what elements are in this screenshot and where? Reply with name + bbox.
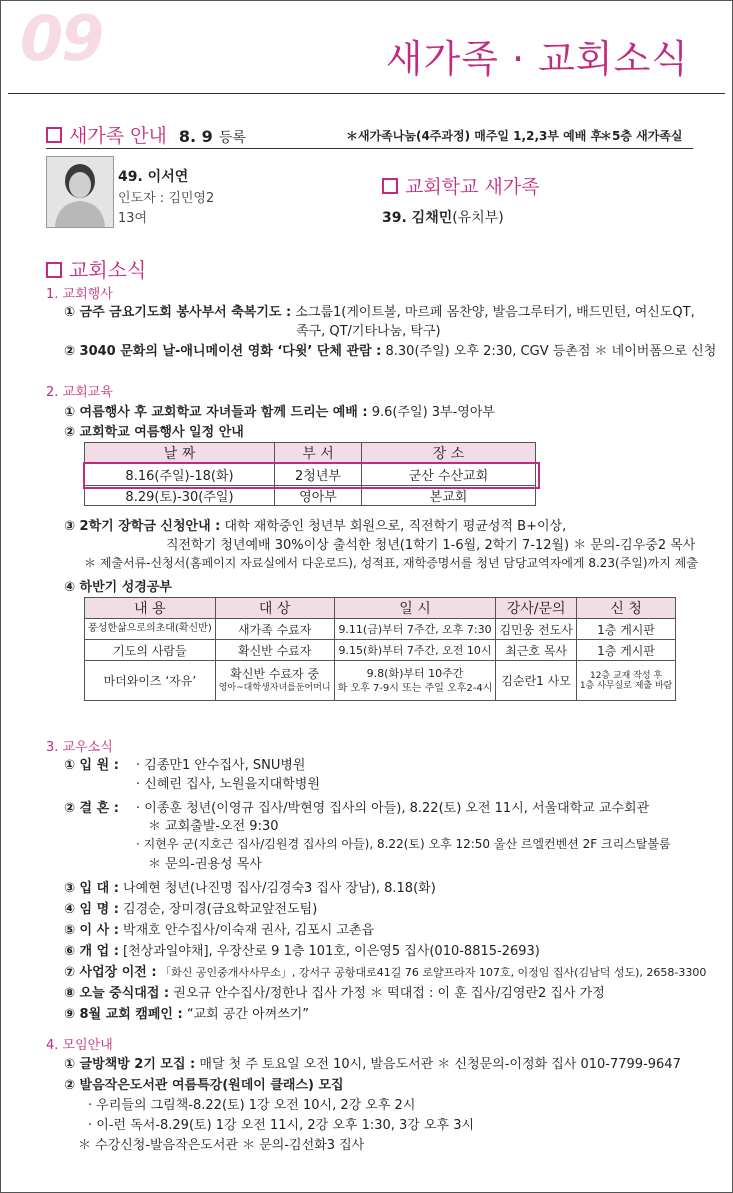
scholarship-note: ＊ 제출서류-신청서(홈페이지 자료실에서 다운로드), 성적표, 재학증명서를 청년 담당교역자에게 8.23(주일)까지 제출 (84, 556, 698, 570)
table-header: 장 소 (362, 443, 536, 464)
new-family-date-suffix: 등록 (218, 130, 246, 146)
member-news-title: 3. 교우소식 (46, 740, 113, 755)
move-item: ⑤ 이 사 : 박재호 안수집사/이숙재 권사, 김포시 고촌읍 (64, 923, 375, 938)
table-row: 8.29(토)-30(주일) 영아부 본교회 (85, 486, 536, 506)
church-education-title: 2. 교회교육 (46, 385, 113, 400)
scholarship-item: ③ 2학기 장학금 신청안내 : 대학 재학중인 청년부 회원으로, 직전학기 평균성적 B+이상, (64, 519, 567, 534)
table-header: 날 짜 (85, 443, 275, 464)
wedding-label: ② 결 혼 : (64, 801, 119, 816)
new-family-note-1: ＊새가족나눔(4주과정) 매주일 1,2,3부 예배 후 (346, 129, 603, 143)
library-class-entry: · 우리들의 그림책-8.22(토) 1강 오전 10시, 2강 오후 2시 (88, 1098, 416, 1113)
friday-prayer-item-cont: 족구, QT/기타나눔, 탁구) (296, 324, 441, 339)
square-bullet-icon (382, 178, 398, 194)
library-class-entry: · 이-런 독서-8.29(토) 1강 오전 11시, 2강 오후 1:30, 3강 오후 3시 (88, 1118, 475, 1133)
hospital-entry: · 신혜린 집사, 노원을지대학병원 (136, 777, 320, 792)
member-guide: 인도자 : 김민영2 (118, 191, 215, 206)
person-icon (47, 157, 113, 227)
summer-worship-item: ① 여름행사 후 교회학교 자녀들과 함께 드리는 예배 : 9.6(주일) 3부-영아부 (64, 405, 495, 420)
lunch-item: ⑧ 오늘 중식대접 : 권오규 안수집사/정한나 집사 가정 ＊ 떡대접 : 이 훈 집사/김영란2 집사 가정 (64, 986, 605, 1001)
library-class-item: ② 발음작은도서관 여름특강(원데이 클래스) 모집 (64, 1078, 344, 1093)
table-row: 풍성한삶으로의초대(확신반) 새가족 수료자 9.11(금)부터 7주간, 오후 7:30 김민웅 전도사 1층 게시판 (85, 619, 676, 640)
hospital-entry: · 김종만1 안수집사, SNU병원 (136, 758, 306, 773)
opening-item: ⑥ 개 업 : [천상과일야채], 우장산로 9 1층 101호, 이은영5 집사(010-8815-2693) (64, 944, 540, 959)
meetings-title: 4. 모임안내 (46, 1038, 113, 1053)
school-new-family-entry: 39. 김채민(유치부) (382, 210, 504, 226)
relocation-item: ⑦ 사업장 이전 : 「화신 공인중개사사무소」, 강서구 공항대로41길 76 로얄프라자 107호, 이정임 집사(김남덕 성도), 2658-3300 (64, 965, 707, 980)
new-family-date: 8. 9 (178, 127, 213, 146)
book-club-item: ① 글방책방 2기 모집 : 매달 첫 주 토요일 오전 10시, 발음도서관 ＊ 신청문의-이정화 집사 010-7799-9647 (64, 1057, 681, 1072)
table-header: 대 상 (215, 598, 334, 619)
wedding-entry: · 이종훈 청년(이영규 집사/박현영 집사의 아들), 8.22(토) 오전 11시, 서울대학교 교수회관 (136, 801, 650, 816)
square-bullet-icon (46, 127, 62, 143)
culture-day-item: ② 3040 문화의 날-애니메이션 영화 ‘다윗’ 단체 관람 : 8.30(주일) 오후 2:30, CGV 등촌점 ＊ 네이버폼으로 신청 (64, 344, 717, 359)
church-news-heading: 교회소식 (46, 254, 146, 283)
campaign-item: ⑨ 8월 교회 캠페인 : “교회 공간 아껴쓰기” (64, 1007, 310, 1022)
wedding-note: ＊ 교회출발-오전 9:30 (148, 819, 279, 834)
wedding-entry: · 지현우 군(지호근 집사/김원경 집사의 아들), 8.22(토) 오후 12:50 울산 르엘컨벤션 2F 크리스탈볼룸 (136, 837, 671, 851)
member-age: 13여 (118, 211, 148, 226)
square-bullet-icon (46, 262, 62, 278)
member-photo (46, 156, 114, 228)
section-divider (46, 148, 693, 149)
table-header: 일 시 (334, 598, 496, 619)
scholarship-item-cont: 직전학기 청년예배 30%이상 출석한 청년(1학기 1-6월, 2학기 7-12월) ＊ 문의-김우중2 목사 (166, 538, 696, 553)
table-header: 신 청 (576, 598, 676, 619)
table-row: 기도의 사람들 확신반 수료자 9.15(화)부터 7주간, 오전 10시 최근호 목사 1층 게시판 (85, 640, 676, 661)
page-title: 새가족 · 교회소식 (385, 37, 689, 81)
table-header: 부 서 (275, 443, 362, 464)
hospital-label: ① 입 원 : (64, 758, 119, 773)
school-new-family-heading: 교회학교 새가족 (382, 172, 540, 199)
bible-study-table (84, 597, 676, 701)
title-divider (8, 93, 725, 94)
table-header: 강사/문의 (496, 598, 576, 619)
table-row: 8.16(주일)-18(화) 2청년부 군산 수산교회 (85, 464, 536, 486)
wedding-note: ＊ 문의-권용성 목사 (148, 857, 262, 872)
new-family-note-2: ＊5층 새가족실 (600, 129, 683, 143)
library-class-note: ＊ 수강신청-발음작은도서관 ＊ 문의-김선화3 집사 (78, 1138, 365, 1153)
new-family-heading: 새가족 안내 8. 9 등록 (46, 121, 246, 148)
appoint-item: ④ 임 명 : 김경순, 장미경(금요학교앞전도팀) (64, 902, 318, 917)
bible-study-item: ④ 하반기 성경공부 (64, 580, 172, 595)
friday-prayer-item: ① 금주 금요기도회 봉사부서 축복기도 : 소그룹1(게이트볼, 마르페 몸찬양, 발음그루터기, 배드민턴, 여신도QT, (64, 305, 695, 320)
enlist-item: ③ 입 대 : 나예현 청년(나진명 집사/김경숙3 집사 장남), 8.18(화) (64, 881, 436, 896)
church-events-title: 1. 교회행사 (46, 287, 113, 302)
summer-schedule-item: ② 교회학교 여름행사 일정 안내 (64, 425, 244, 440)
page-number: 09 (20, 2, 103, 75)
member-name: 49. 이서연 (118, 169, 189, 185)
table-header: 내 용 (85, 598, 216, 619)
table-row: 마더와이즈 ‘자유’ 확신반 수료자 중 영아~대학생자녀를둔어머니 9.8(화)부터 10주간 화 오후 7-9시 또는 주일 오후2-4시 김순란1 사모 12층 교재 작성 후 1층 사무실로 제출 바람 (85, 661, 676, 701)
highlight-box (83, 462, 540, 489)
